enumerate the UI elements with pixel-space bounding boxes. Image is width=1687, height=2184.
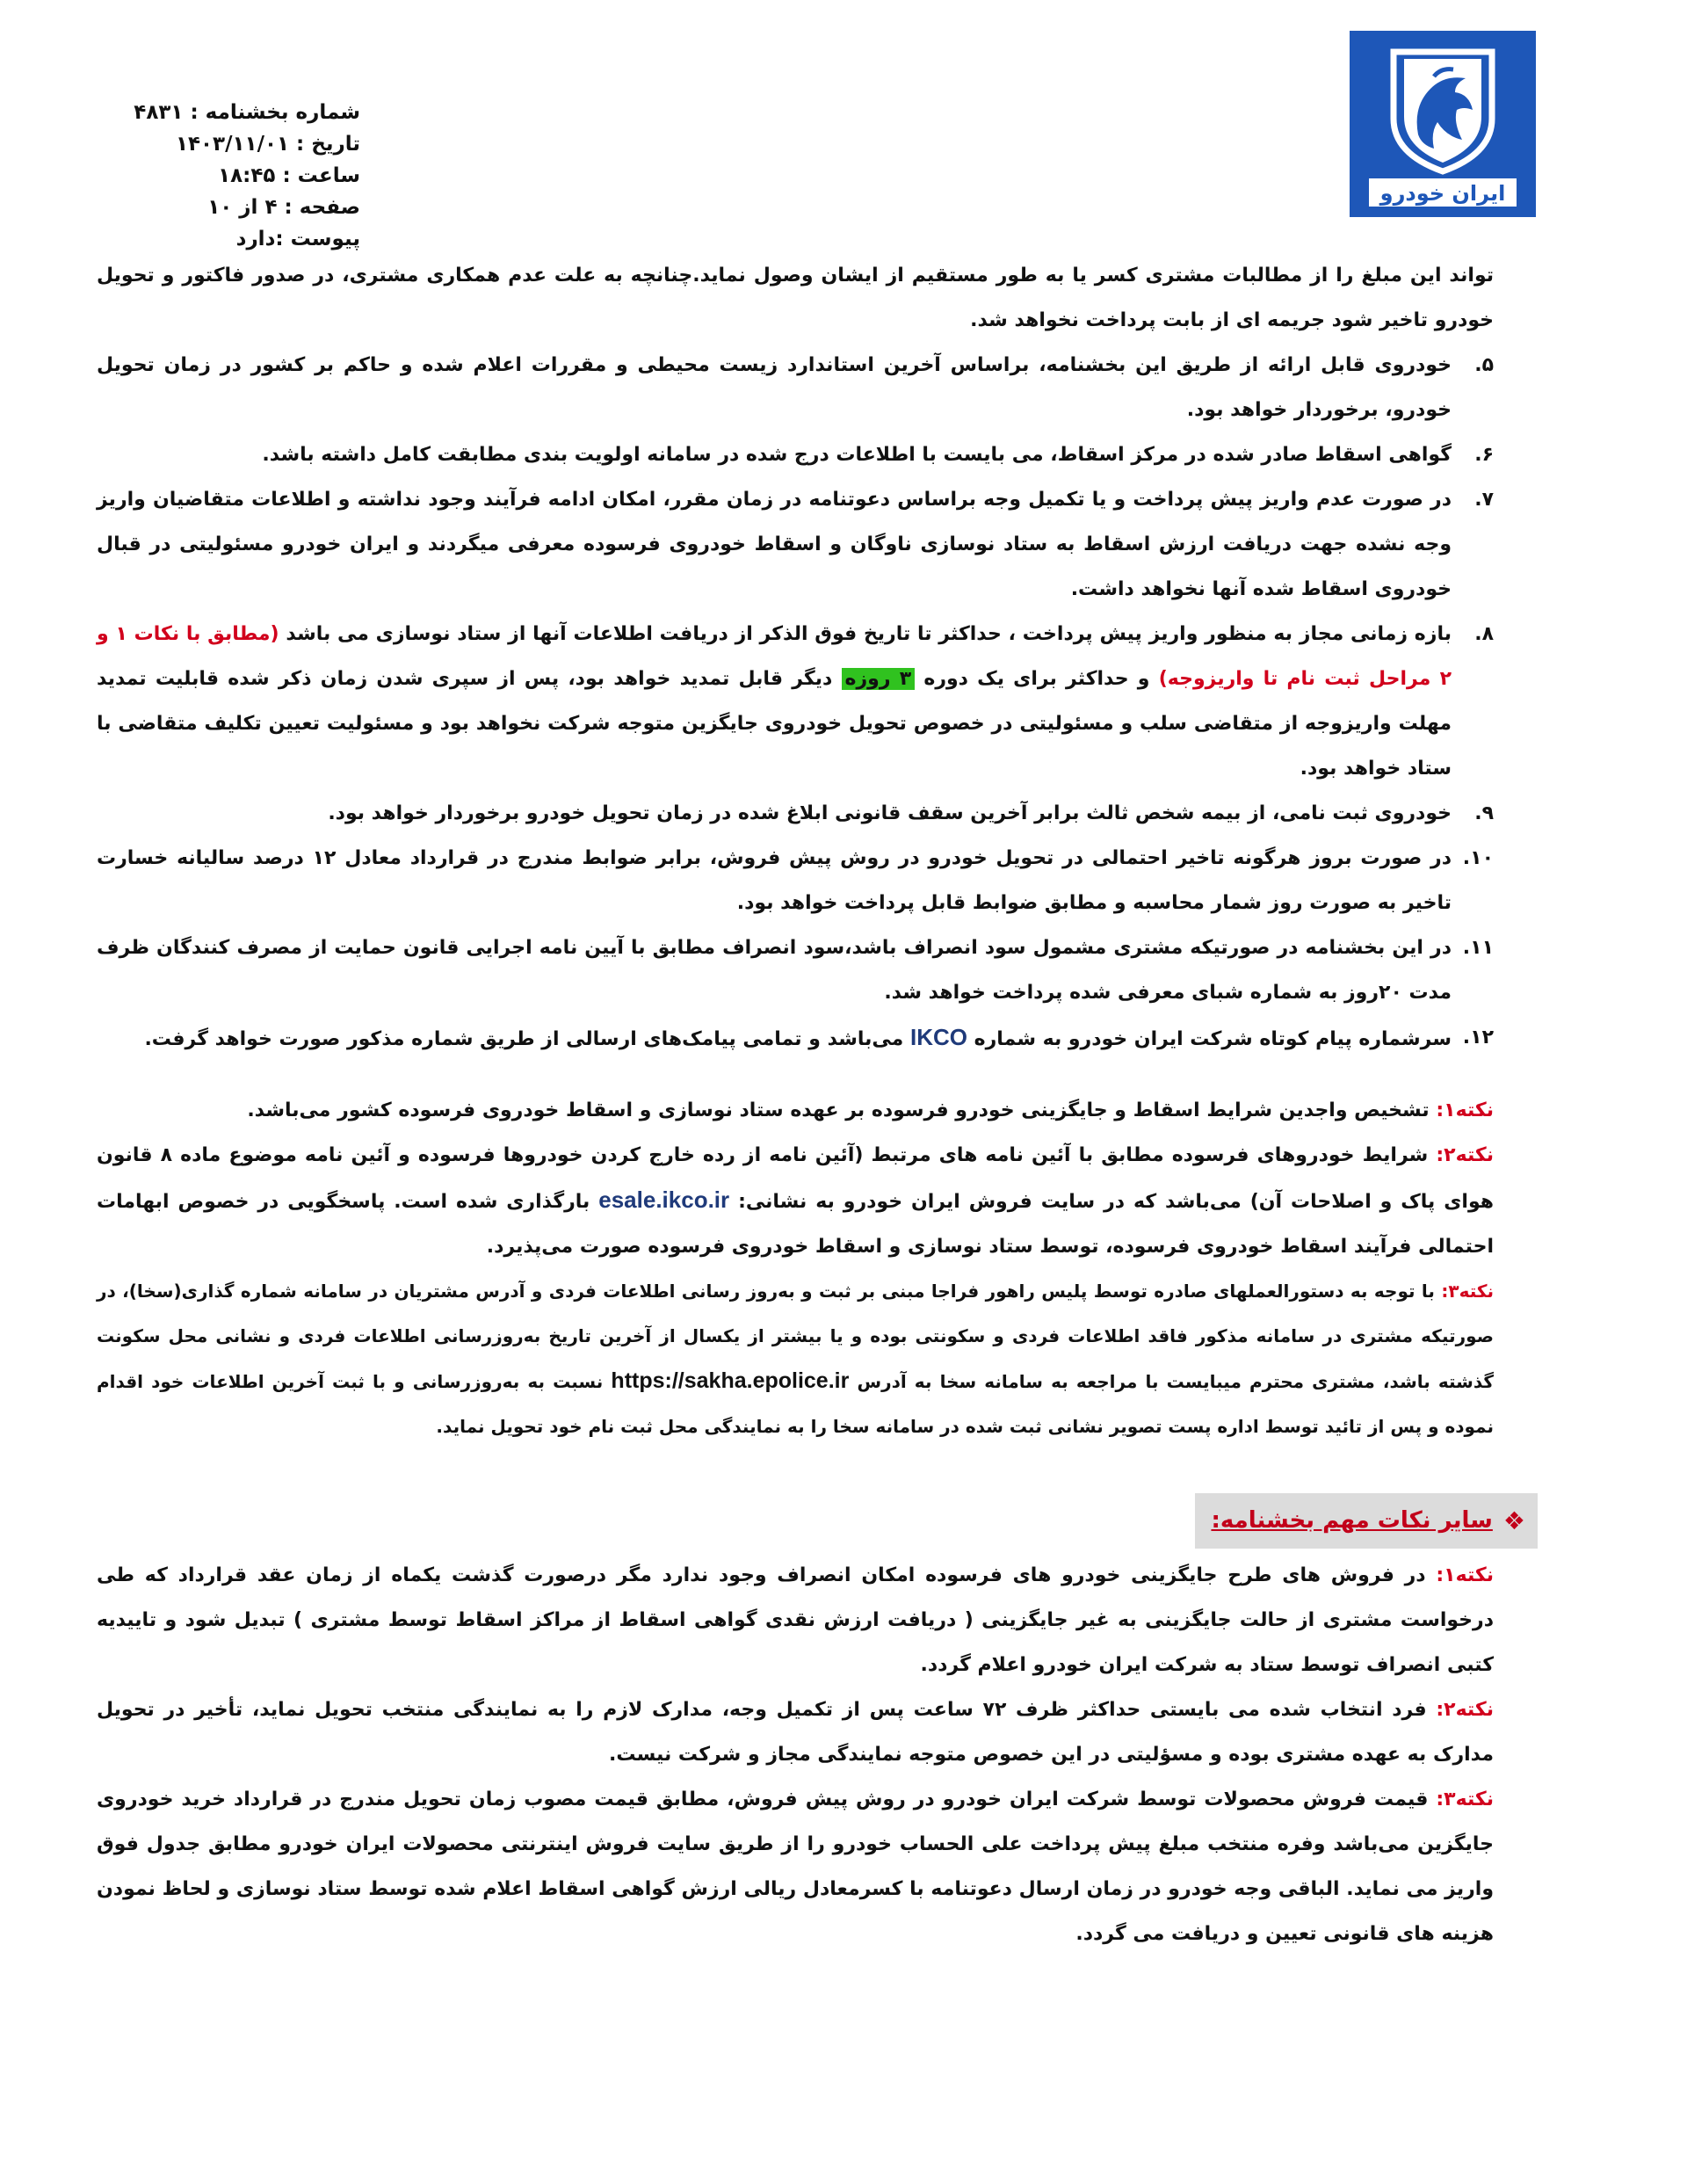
note-text: شرایط خودروهای فرسوده مطابق با آئین نامه های مرتبط (آئین نامه از رده خارج کردن خودروها فرسوده و آئین نامه موضوع ماده ۸ قانون هوای پاک و اصلاحات آن) می‌باشد که در سایت فروش ایران خودرو به نشانی: bbox=[97, 1144, 1494, 1213]
item-number: ۷. bbox=[1474, 489, 1494, 511]
item-text: در این بخشنامه در صورتیکه مشتری مشمول سود انصراف باشد،سود انصراف مطابق با آیین نامه اجرایی قانون حمایت از مصرف کنندگان ظرف مدت ۲۰روز به شماره شبای معرفی شده پرداخت خواهد شد. bbox=[97, 937, 1452, 1004]
document-body bbox=[97, 253, 1525, 1956]
other-note-1 bbox=[97, 1553, 1494, 1687]
item-text: سرشماره پیام کوتاه شرکت ایران خودرو به شماره bbox=[974, 1028, 1452, 1050]
note-1 bbox=[97, 1088, 1494, 1133]
note-label: نکته۲: bbox=[1436, 1144, 1494, 1166]
other-note-2 bbox=[97, 1687, 1494, 1777]
intro-paragraph: تواند این مبلغ را از مطالبات مشتری کسر یا به طور مستقیم از ایشان وصول نماید.چنانچه به علت عدم همکاری مشتری، در صدور فاکتور و تحویل خودرو تاخیر شود جریمه ای از بابت پرداخت نخواهد شد. bbox=[97, 265, 1494, 331]
list-item bbox=[97, 836, 1494, 925]
list-item bbox=[97, 925, 1494, 1015]
note-text: قیمت فروش محصولات توسط شرکت ایران خودرو در روش پیش فروش، مطابق قیمت مصوب زمان تحویل مندرج در قرارداد خرید خودروی جایگزین می‌باشد وفره منتخب مبلغ پیش پرداخت علی الحساب خودرو را از طریق سایت فروش اینترنتی محصولات ایران خودرو مطابق جدول فوق واریز می نماید. الباقی وجه خودرو در زمان ارسال دعوتنامه با کسرمعادل ریالی ارزش گواهی اسقاط اعلام شده توسط ستاد نوسازی و لحاظ نمودن هزینه های قانونی تعیین و دریافت می گردد. bbox=[97, 1789, 1494, 1945]
note-label: نکته۲: bbox=[1436, 1699, 1494, 1721]
item-text: در صورت بروز هرگونه تاخیر احتمالی در تحویل خودرو در روش پیش فروش، برابر ضوابط مندرج در قرارداد معادل ۱۲ درصد سالیانه خسارت تاخیر به صورت روز شمار محاسبه و مطابق ضوابط قابل پرداخت خواهد بود. bbox=[97, 847, 1452, 914]
list-item bbox=[97, 432, 1494, 477]
item-number: ۱۰. bbox=[1462, 847, 1494, 869]
diamond-bullet-icon: ❖ bbox=[1502, 1506, 1525, 1535]
item-text: و حداکثر برای یک دوره bbox=[923, 668, 1150, 690]
note-label: نکته۳: bbox=[1436, 1789, 1494, 1810]
note-3 bbox=[97, 1269, 1494, 1449]
section-title: سایر نکات مهم بخشنامه: bbox=[1211, 1507, 1493, 1534]
item-text: گواهی اسقاط صادر شده در مرکز اسقاط، می بایست با اطلاعات درج شده در سامانه اولویت بندی مطابقت کامل داشته باشد. bbox=[262, 444, 1452, 466]
note-text: بارگذاری شده است. پاسخگویی در خصوص ابهامات احتمالی فرآیند اسقاط خودروی فرسوده، توسط ستاد نوسازی و اسقاط خودروی فرسوده صورت می‌پذیرد. bbox=[97, 1191, 1494, 1258]
sms-sender-code: IKCO bbox=[909, 1024, 967, 1050]
list-item bbox=[97, 1015, 1494, 1062]
highlighted-reference: (مطابق با نکات ۱ و ۲ مراحل ثبت نام تا واریزوجه) bbox=[97, 623, 1452, 690]
other-note-3 bbox=[97, 1777, 1494, 1956]
svg-text:ایران خودرو: ایران خودرو bbox=[1379, 181, 1506, 206]
item-text: در صورت عدم واریز پیش پرداخت و یا تکمیل وجه براساس دعوتنامه در زمان مقرر، امکان ادامه فرآیند وجود نداشته و اطلاعات متقاضیان واریز وجه نشده جهت دریافت ارزش اسقاط به ستاد نوسازی ناوگان و اسقاط خودروی فرسوده معرفی میگردند و ایران خودرو مسئولیتی در قبال خودروی اسقاط شده آنها نخواهد داشت. bbox=[97, 489, 1452, 600]
item-text: می‌باشد و تمامی پیامک‌های ارسالی از طریق شماره مذکور صورت خواهد گرفت. bbox=[144, 1028, 904, 1050]
item-text: خودروی قابل ارائه از طریق این بخشنامه، براساس آخرین استاندارد زیست محیطی و مقررات اعلام شده و حاکم بر کشور در زمان تحویل خودرو، برخوردار خواهد بود. bbox=[97, 354, 1452, 421]
sakha-link[interactable]: https://sakha.epolice.ir bbox=[611, 1368, 850, 1393]
list-item bbox=[97, 612, 1494, 791]
section-header bbox=[97, 1493, 1525, 1546]
note-label: نکته۱: bbox=[1436, 1564, 1494, 1586]
bulletin-number: شماره بخشنامه : ۴۸۳۱ bbox=[134, 101, 360, 124]
bulletin-date: تاریخ : ۱۴۰۳/۱۱/۰۱ bbox=[175, 133, 360, 156]
note-label: نکته۱: bbox=[1436, 1099, 1494, 1121]
note-text: با توجه به دستورالعملهای صادره توسط پلیس راهور فراجا مبنی بر ثبت و به‌روز رسانی اطلاعات فردی و آدرس مشتریان در سامانه شماره گذاری(سخا)، در صورتیکه مشتری در سامانه مذکور فاقد اطلاعات فردی و سکونتی بوده و یا بیشتر از یکسال از آخرین تاریخ به‌روزرسانی اطلاعات فردی و نشانی محل سکونت گذشته باشد، مشتری محترم میبایست با مراجعه به سامانه سخا به آدرس bbox=[97, 1281, 1495, 1392]
item-number: ۹. bbox=[1474, 802, 1494, 824]
bulletin-meta bbox=[132, 97, 360, 255]
note-text: تشخیص واجدین شرایط اسقاط و جایگزینی خودرو فرسوده بر عهده ستاد نوسازی و اسقاط خودروی فرسوده کشور می‌باشد. bbox=[247, 1099, 1430, 1121]
list-item bbox=[97, 343, 1494, 432]
item-text: خودروی ثبت نامی، از بیمه شخص ثالث برابر آخرین سقف قانونی ابلاغ شده در زمان تحویل خودرو برخوردار خواهد بود. bbox=[328, 802, 1452, 824]
note-text: نسبت به به‌روزرسانی و با ثبت آخرین اطلاعات خود اقدام نموده و پس از تائید توسط اداره پست تصویر نشانی ثبت شده در سامانه سخا را به نمایندگی محل ثبت نام خود تحویل نماید. bbox=[97, 1371, 1494, 1437]
note-text: در فروش های طرح جایگزینی خودرو های فرسوده امکان انصراف وجود ندارد مگر درصورت گذشت یکماه از زمان عقد قرارداد که طی درخواست مشتری از حالت جایگزینی به غیر جایگزینی ( دریافت ارزش نقدی گواهی اسقاط از مراکز اسقاط توسط مشتری ) تبدیل شود و تاییدیه کتبی انصراف توسط ستاد به شرکت ایران خودرو اعلام گردد. bbox=[97, 1564, 1494, 1676]
item-text: بازه زمانی مجاز به منظور واریز پیش پرداخت ، حداکثر تا تاریخ فوق الذکر از دریافت اطلاعات آنها از ستاد نوسازی می باشد bbox=[286, 623, 1452, 645]
green-highlight: ۳ روزه bbox=[842, 668, 916, 690]
item-number: ۱۲. bbox=[1462, 1027, 1494, 1048]
item-number: ۵. bbox=[1474, 354, 1494, 376]
ikco-logo bbox=[1350, 31, 1536, 217]
bulletin-time: ساعت : ۱۸:۴۵ bbox=[218, 164, 360, 187]
note-label: نکته۳: bbox=[1441, 1281, 1494, 1302]
esale-link[interactable]: esale.ikco.ir bbox=[598, 1186, 730, 1213]
note-text: فرد انتخاب شده می بایستی حداکثر ظرف ۷۲ ساعت پس از تکمیل وجه، مدارک لازم را به نمایندگی منتخب تحویل نماید، تأخیر در تحویل مدارک به عهده مشتری بوده و مسؤلیتی در این خصوص متوجه نمایندگی مجاز و شرکت نیست. bbox=[97, 1699, 1494, 1766]
horse-shield-icon bbox=[1350, 31, 1536, 217]
item-number: ۱۱. bbox=[1462, 937, 1494, 959]
page-number: صفحه : ۴ از ۱۰ bbox=[207, 196, 360, 219]
note-2 bbox=[97, 1133, 1494, 1269]
item-number: ۸. bbox=[1474, 623, 1494, 645]
item-number: ۶. bbox=[1474, 444, 1494, 466]
list-item bbox=[97, 791, 1494, 836]
attachment-status: پیوست :دارد bbox=[235, 228, 360, 250]
list-item bbox=[97, 477, 1494, 612]
item-text: دیگر قابل تمدید خواهد بود، پس از سپری شدن زمان ذکر شده قابلیت تمدید مهلت واریزوجه از متقاضی سلب و مسئولیتی در خصوص تحویل خودروی جایگزین متوجه شرکت نخواهد بود و مسئولیت تعیین تکلیف متقاضی با ستاد خواهد بود. bbox=[97, 668, 1452, 780]
